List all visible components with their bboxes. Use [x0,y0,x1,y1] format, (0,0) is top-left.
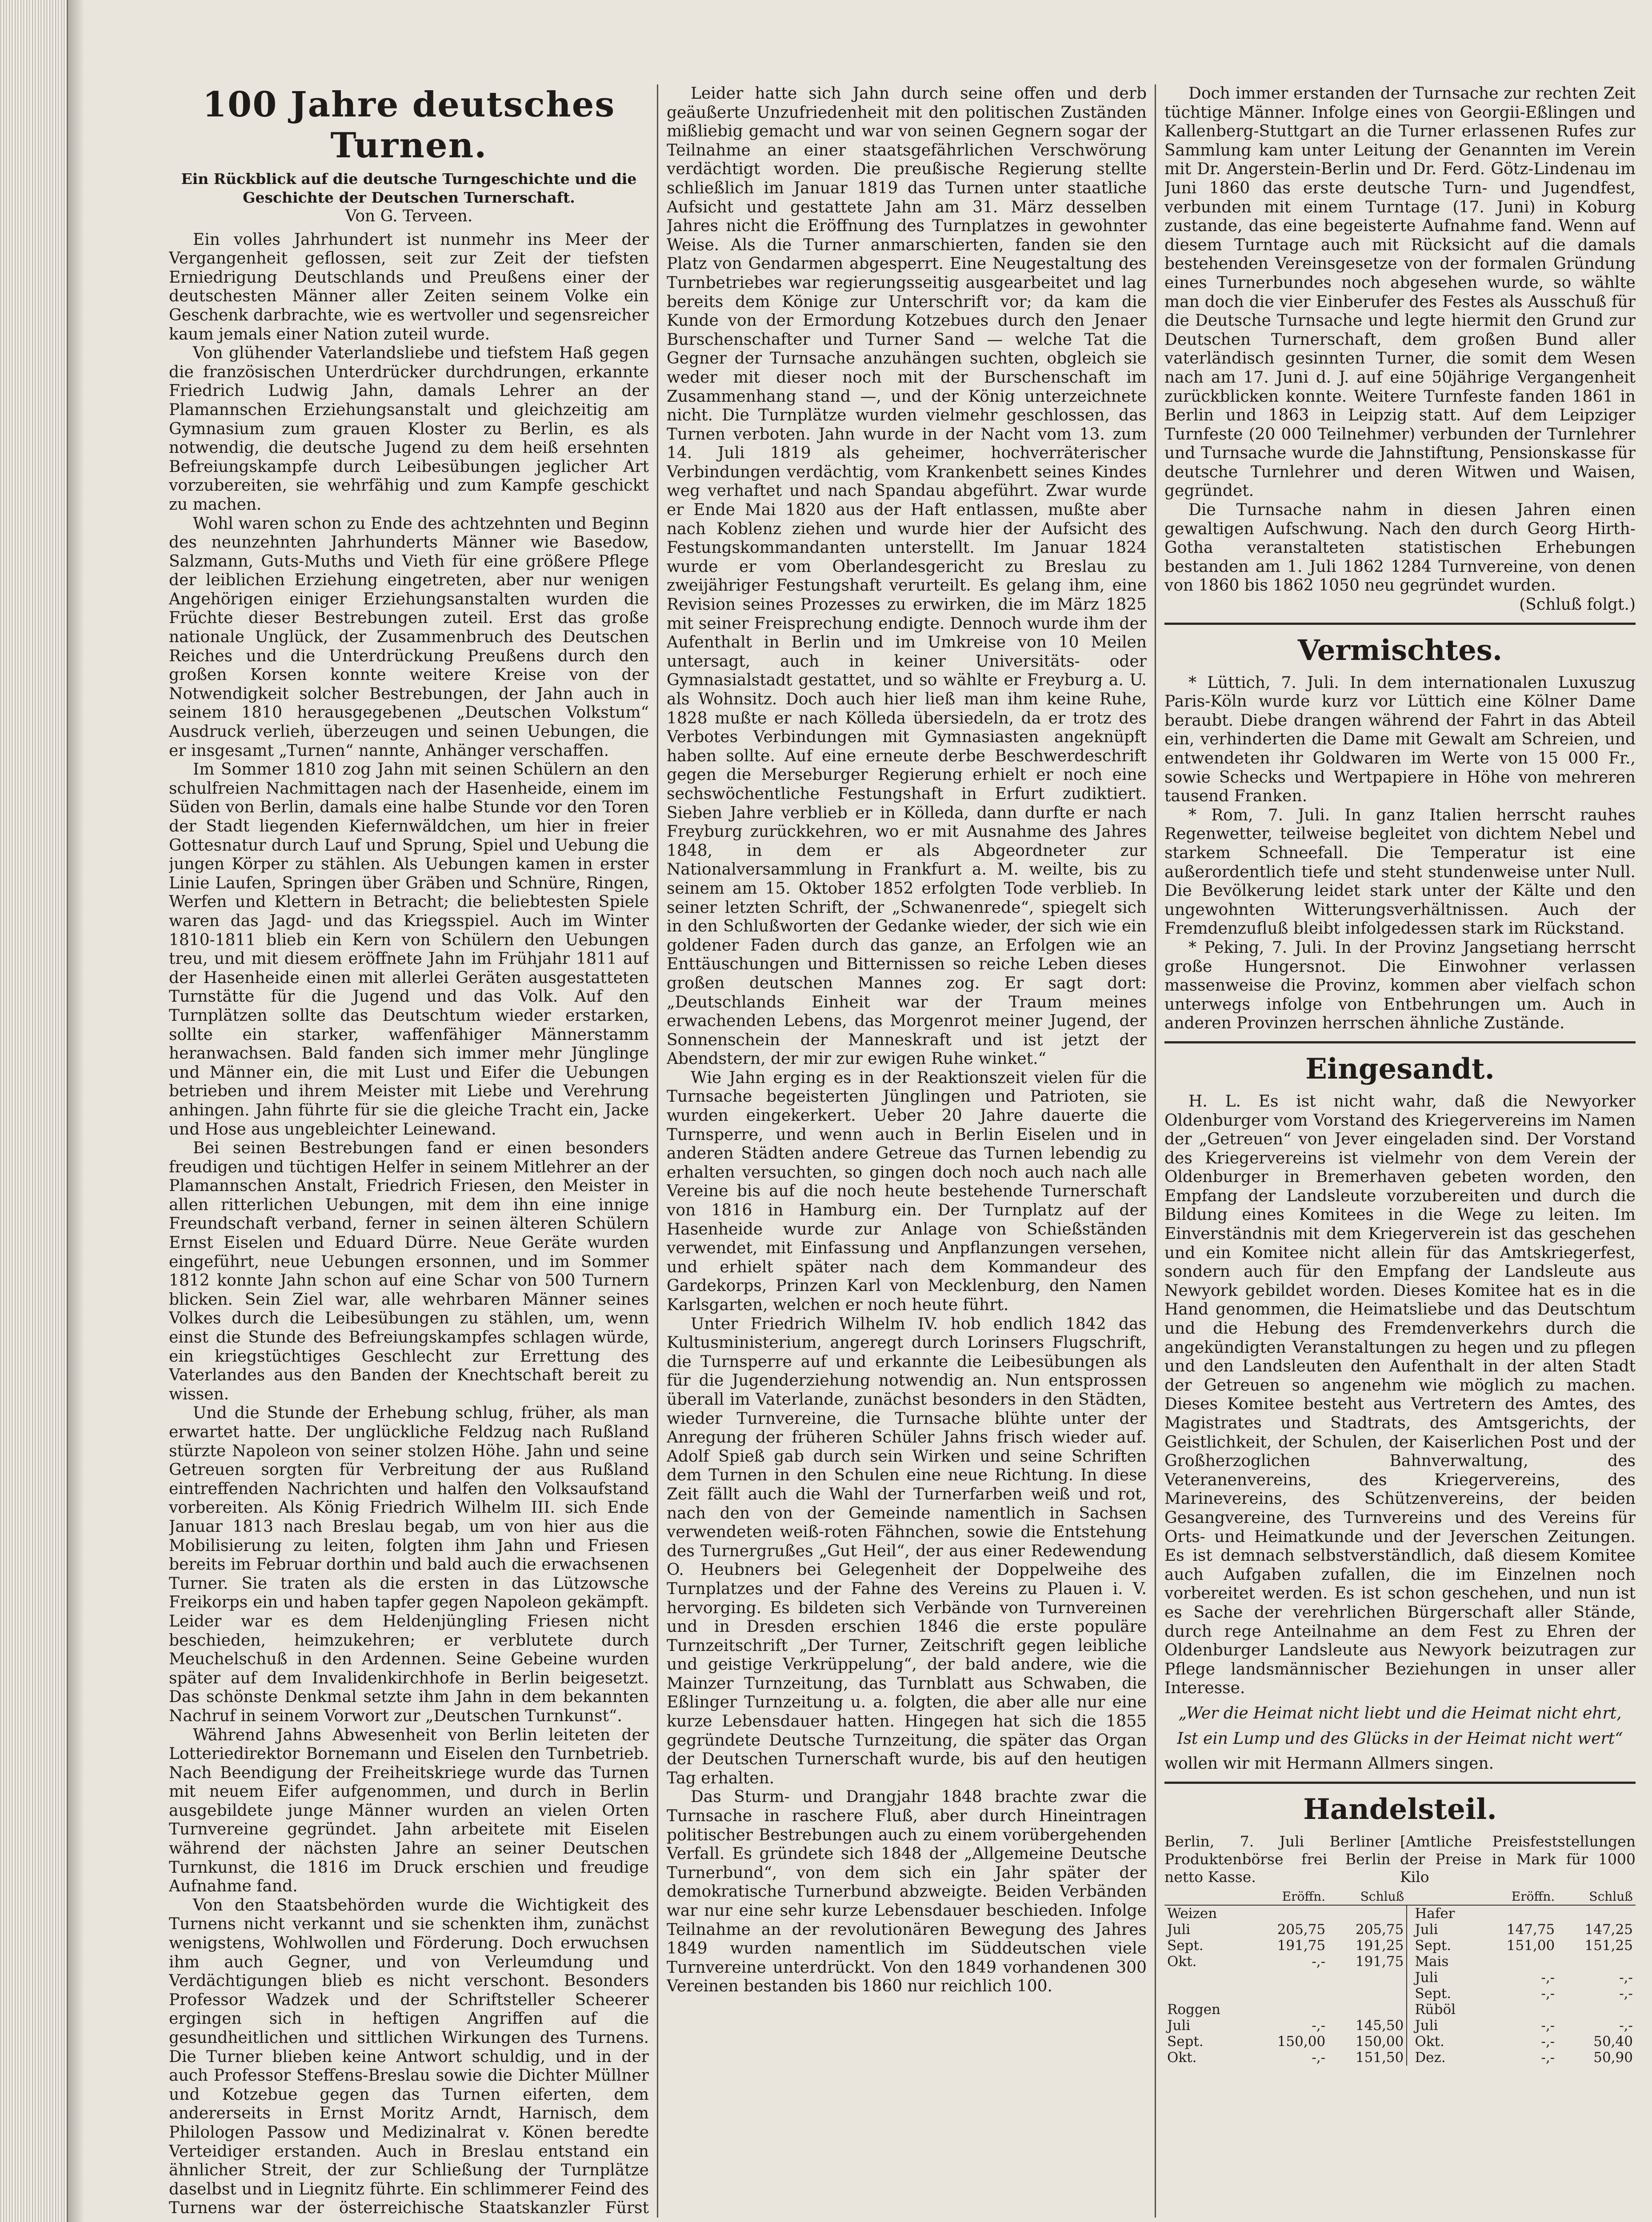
market-row [1164,1970,1636,1986]
market-cell: Okt. [1415,2033,1444,2050]
market-cell [1328,1986,1407,2002]
market-row [1164,1986,1636,2002]
quote-line: „Wer die Heimat nicht liebt und die Heimat nicht ehrt, [1178,1704,1622,1722]
market-cell: Juli [1415,1921,1438,1938]
market-cell: -,- [1541,1985,1555,2002]
market-col-header: Eröffn. [1480,1889,1558,1905]
market-cell: Juli [1415,2017,1438,2034]
market-cell: 50,90 [1593,2049,1633,2066]
market-cell [1480,2002,1558,2018]
vermischtes-heading: Vermischtes. [1164,623,1636,668]
article-paragraph: Doch immer erstanden der Turnsache zur rechten Zeit tüchtige Männer. Infolge eines von Georgii-Eßlingen und Kallenberg-Stuttgart an die Turner erlassenen Rufes zur Sammlung kam unter Leitung der Genannten im Verein mit Dr. Angerstein-Berlin und Dr. Ferd. Götz-Lindenau im Juni 1860 das erste deutsche Turn- und Jugendfest, verbunden mit einem Turntage (17. Juni) in Koburg zustande, das eine begeisterte Aufnahme fand. Wenn auf diesem Turntage auch mit Rücksicht auf die damals bestehenden Vereinsgesetze von der formalen Gründung eines Turnerbundes noch abgesehen wurde, so wählte man doch die vier Einberufer des Festes als Ausschuß für die Deutsche Turnsache und legte hiermit den Grund zur Deutschen Turnerschaft, dem großen Bund aller vaterländisch gesinnten Turner, die somit dem Wesen nach am 17. Juni d. J. auf eine 50jährige Vergangenheit zurückblicken konnte. Weitere Turnfeste fanden 1861 in Berlin und 1863 in Leipzig statt. Auf dem Leipziger Turnfeste (20 000 Teilnehmer) verbunden der Turnlehrer und Turnsache wurde die Jahnstiftung, Pensionskasse für deutsche Turnlehrer und deren Witwen und Waisen, gegründet. [1164,84,1636,500]
market-cell: Juli [1415,1969,1438,1986]
market-cell: 205,75 [1277,1921,1326,1938]
column-left [169,84,649,2218]
letter-paragraph: H. L. Es ist nicht wahr, daß die Newyorker Oldenburger vom Vorstand des Kriegervereins im Namen der „Getreuen“ von Jever eingeladen sind. Der Vorstand des Kriegervereins ist vielmehr von dem Verein der Oldenburger in Bremerhaven gebeten worden, den Empfang der Landsleute vorzubereiten und durch die Bildung eines Komitees in die Wege zu leiten. Im Einverständnis mit dem Kriegerverein ist das geschehen und ein Komitee nicht allein für das Amtskriegerfest, sondern auch für den Empfang der Landsleute aus Newyork gebildet worden. Dieses Komitee hat es in die Hand genommen, die Heimatsliebe und das Deutschtum und die Hebung des Fremdenverkehrs durch die angekündigten Veranstaltungen zu hegen und zu pflegen und den Landsleuten den Aufenthalt in der alten Stadt der Getreuen so angenehm wie möglich zu machen. Dieses Komitee besteht aus Vertretern des Amtes, des Magistrates und Stadtrats, des Amtsgerichts, der Geistlichkeit, der Schulen, der Kaiserlichen Post und der Großherzoglichen Bahnverwaltung, des Veteranenvereins, des Kriegervereins, des Marinevereins, des Schützenvereins, der beiden Gesangvereine, des Turnvereins und des Vereins für Orts- und Heimatkunde und der Jeverschen Zeitungen. Es ist demnach selbstverständlich, daß diesem Komitee auch Aufgaben zufallen, die im Einzelnen noch vorbereitet werden. Es ist schon geschehen, und nun ist es Sache der verehrlichen Bürgerschaft aller Stände, durch rege Anteilnahme an dem Fest zu Ehren der Oldenburger Landsleute aus Newyork beizutragen zur Pflege landsmännischer Beziehungen in unser aller Interesse. [1164,1092,1636,1698]
market-cell: 50,40 [1593,2033,1633,2050]
market-cell: Weizen [1167,1905,1217,1922]
news-item: * Rom, 7. Juli. In ganz Italien herrscht rauhes Regenwetter, teilweise begleitet von dichtem Nebel und starkem Schneefall. Die Temperatur ist eine außerordentlich tiefe und steht stundenweise unter Null. Die Bevölkerung leidet stark unter der Kälte und den ungewohnten Witterungsverhältnissen. Auch der Fremdenzufluß bleibt infolgedessen stark im Rückstand. [1164,806,1636,938]
article-paragraph: Wohl waren schon zu Ende des achtzehnten und Beginn des neunzehnten Jahrhunderts Männer wie Basedow, Salzmann, Guts-Muths und Vieth für eine größere Pflege der leiblichen Erziehung eingetreten, aber nur wenigen Angehörigen einiger Erziehungsanstalten wurden die Früchte dieser Bestrebungen zuteil. Erst das große nationale Unglück, der Zusammenbruch des Deutschen Reiches und die Unterdrückung Preußens durch den großen Korsen konnte weitere Kreise von der Notwendigkeit solcher Bestrebungen, der Jahn auch in seinem 1810 herausgegebenen „Deutschen Volkstum“ Ausdruck verlieh, überzeugen und seinen Uebungen, die er insgesamt „Turnen“ nannte, Anhänger verschaffen. [169,514,649,760]
market-intro-left: Berlin, 7. Juli Berliner Produktenbörse frei Berlin netto Kasse. [1164,1832,1391,1886]
market-cell: -,- [1312,1953,1326,1970]
market-cell: Roggen [1167,2001,1221,2018]
market-cell [1250,1970,1328,1986]
market-cell: -,- [1312,2049,1326,2066]
market-cell: 151,00 [1506,1937,1555,1954]
market-cell [1250,1905,1328,1922]
market-col-header: Schluß [1328,1889,1407,1905]
market-cell: Sept. [1415,1937,1452,1954]
eingesandt-heading: Eingesandt. [1164,1041,1636,1087]
article-paragraph: Ein volles Jahrhundert ist nunmehr ins Meer der Vergangenheit geflossen, seit zur Zeit der tiefsten Erniedrigung Deutschlands und Preußens einer der deutschesten Männer aller Zeiten seinem Volke ein Geschenk darbrachte, wie es wertvoller und segensreicher kaum jemals einer Nation zuteil wurde. [169,230,649,344]
article-paragraph: Wie Jahn erging es in der Reaktionszeit vielen für die Turnsache begeisterten Jünglingen und Patrioten, sie wurden eingekerkert. Ueber 20 Jahre dauerte die Turnsperre, und wenn auch in Berlin Eiselen und in anderen Städten andere Getreue das Turnen lebendig zu erhalten versuchten, so gingen doch noch auch nach alle Vereine bis auf die noch heute bestehende Turnerschaft von 1816 in Hamburg ein. Der Turnplatz auf der Hasenheide wurde zur Anlage von Schießständen verwendet, mit Einfassung und Anpflanzungen versehen, und erhielt später nach dem Kommandeur des Gardekorps, Prinzen Karl von Mecklenburg, den Namen Karlsgarten, welchen er noch heute führt. [667,1068,1147,1314]
letter-closing: wollen wir mit Hermann Allmers singen. [1164,1754,1494,1773]
market-cell: Dez. [1415,2049,1446,2066]
market-cell: Sept. [1415,1985,1452,2002]
market-cell [1250,1986,1328,2002]
article-paragraph: Und die Stunde der Erhebung schlug, früher, als man erwartet hatte. Der unglückliche Feldzug nach Rußland stürzte Napoleon von seiner stolzen Höhe. Jahn und seine Getreuen sorgten für Verbreitung der aus Rußland eintreffenden Nachrichten und halfen den Volksaufstand vorbereiten. Als König Friedrich Wilhelm III. sich Ende Januar 1813 nach Breslau begab, um von hier aus die Mobilisierung zu leiten, folgten ihm Jahn und Friesen bereits im Februar dorthin und bald auch die erwachsenen Turner. Sie traten als die ersten in das Lützowsche Freikorps ein und haben tapfer gegen Napoleon gekämpft. Leider war es dem Heldenjüngling Friesen nicht beschieden, heimzukehren; er verblutete durch Meuchelschuß in den Ardennen. Seine Gebeine wurden später auf dem Invalidenkirchhofe in Berlin beigesetzt. Das schönste Denkmal setzte ihm Jahn in dem bekannten Nachruf in seinem Vorwort zur „Deutschen Turnkunst“. [169,1404,649,1725]
market-cell [1557,1905,1636,1922]
market-cell: 205,75 [1355,1921,1404,1938]
market-cell: 147,25 [1584,1921,1633,1938]
market-cell: Okt. [1167,2049,1197,2066]
article-paragraph: Bei seinen Bestrebungen fand er einen besonders freudigen und tüchtigen Helfer in seinem Mitlehrer an der Plamannschen Anstalt, Friedrich Friesen, den Meister in allen ritterlichen Uebungen, mit dem ihn eine innige Freundschaft verband, ferner in seinen älteren Schülern Ernst Eiselen und Eduard Dürre. Neue Geräte wurden eingeführt, neue Uebungen ersonnen, und im Sommer 1812 konnte Jahn schon auf eine Schar von 500 Turnern blicken. Sein Ziel war, alle wehrbaren Männer seines Volkes durch die Leibesübungen zu stählen, um, wenn einst die Stunde des Befreiungskampfes schlagen würde, ein kriegstüchtiges Geschlecht zur Errettung des Vaterlandes aus den Banden der Knechtschaft bereit zu wissen. [169,1139,649,1403]
column-right [1164,84,1636,2218]
market-cell [1164,1970,1250,1986]
market-cell [1557,1954,1636,1970]
article-paragraph: Von glühender Vaterlandsliebe und tiefstem Haß gegen die französischen Unterdrücker durchdrungen, erkannte Friedrich Ludwig Jahn, damals Lehrer an der Plamannschen Erziehungsanstalt und gleichzeitig am Gymnasium zum grauen Kloster zu Berlin, es als notwendig, die deutsche Jugend zu dem heiß ersehnten Befreiungskampfe durch Leibesübungen jeglicher Art vorzubereiten, sie wehrfähig und zum Kampfe geschickt zu machen. [169,344,649,514]
market-cell: 151,50 [1355,2049,1404,2066]
market-row [1164,2002,1636,2018]
news-item: * Peking, 7. Juli. In der Provinz Jangsetiang herrscht große Hungersnot. Die Einwohner verlassen massenweise die Provinz, kommen aber vielfach schon unterwegs infolge von Entbehrungen um. Auch in anderen Provinzen herrschen ähnliche Zustände. [1164,938,1636,1033]
market-row [1164,1938,1636,1954]
news-item: * Lüttich, 7. Juli. In dem internationalen Luxuszug Paris-Köln wurde kurz vor Lüttich eine Kölner Dame beraubt. Diebe drangen während der Fahrt in das Abteil ein, verhinderten die Dame mit Gewalt am Schreien, und entwendeten ihr Goldwaren im Werte von 15 000 Fr., sowie Schecks und Wertpapiere in Höhe von mehreren tausend Franken. [1164,673,1636,806]
market-row [1164,1905,1636,1922]
market-cell: -,- [1312,2017,1326,2034]
article-paragraph: Die Turnsache nahm in diesen Jahren einen gewaltigen Aufschwung. Nach den durch Georg Hirth-Gotha veranstalteten statistischen Erhebungen bestanden am 1. Juli 1862 1284 Turnvereine, von denen von 1860 bis 1862 1050 neu gegründet wurden. [1164,501,1636,595]
market-row [1164,2034,1636,2050]
article-paragraph: Im Sommer 1810 zog Jahn mit seinen Schülern an den schulfreien Nachmittagen nach der Hasenheide, einem im Süden von Berlin, damals eine halbe Stunde vor den Toren der Stadt liegenden Kiefernwäldchen, um hier in freier Gottesnatur durch Lauf und Sprung, Spiel und Uebung die jungen Körper zu stählen. Als Uebungen kamen in erster Linie Laufen, Springen über Gräben und Schnüre, Ringen, Werfen und Klettern in Betracht; die beliebtesten Spiele waren das Jagd- und das Kriegsspiel. Auch im Winter 1810-1811 blieb ein Kern von Schülern den Uebungen treu, und mit diesem eröffnete Jahn im Frühjahr 1811 auf der Hasenheide einen mit allerlei Geräten ausgestatteten Turnstätte für die Jugend und das Volk. Auf den Turnplätzen sollte das Deutschtum wieder erstarken, sollte ein starker, waffenfähiger Männerstamm heranwachsen. Bald fanden sich immer mehr Jünglinge und Männer ein, die mit Lust und Eifer die Uebungen betrieben und ihrem Meister mit Liebe und Verehrung anhingen. Jahn führte für sie die gleiche Tracht ein, Jacke und Hose aus ungebleichter Leinewand. [169,760,649,1139]
market-cell: Okt. [1167,1953,1197,1970]
market-cell: Mais [1415,1953,1449,1970]
market-cell: -,- [1541,2049,1555,2066]
market-cell: Hafer [1415,1905,1455,1922]
market-cell [1164,1986,1250,2002]
article-author: Von G. Terveen. [345,207,473,225]
market-col-header [1412,1889,1479,1905]
market-cell [1328,1970,1407,1986]
market-cell: Sept. [1167,2033,1204,2050]
market-row [1164,1954,1636,1970]
market-cell: 145,50 [1355,2017,1404,2034]
market-cell [1480,1954,1558,1970]
gutter-shadow [67,0,84,2222]
market-cell [1328,1905,1407,1922]
article-paragraph: Von den Staatsbehörden wurde die Wichtigkeit des Turnens nicht verkannt und sie schenkten ihm, zunächst wenigstens, Wohlwollen und Förderung. Doch erwuchsen ihm auch Gegner, und von Verleumdung und Verdächtigungen blieb es nicht verschont. Besonders Professor Wadzek und der Schriftsteller Scheerer ergingen sich in heftigen Angriffen auf die gesundheitlichen und sittlichen Wirkungen des Turnens. Die Turner blieben keine Antwort schuldig, und in der auch Professor Steffens-Breslau sowie die Dichter Müllner und Kotzebue gegen das Turnen eiferten, dem andererseits in Ernst Moritz Arndt, Harnisch, dem Philologen Passow und Medizinalrat v. Könen beredte Verteidiger erstanden. Auch in Breslau entstand ein ähnlicher Streit, der zur Schließung der Turnplätze daselbst und in Liegnitz führte. Ein schlimmerer Feind des Turnens war der österreichische Staatskanzler Fürst [169,1896,649,2218]
market-cell [1250,2002,1328,2018]
market-cell [1557,2002,1636,2018]
market-cell: -,- [1541,2017,1555,2034]
market-col-header [1164,1889,1250,1905]
market-cell: Rüböl [1415,2001,1456,2018]
market-cell: -,- [1541,1969,1555,1986]
article-paragraph: Unter Friedrich Wilhelm IV. hob endlich 1842 das Kultusministerium, angeregt durch Lorinsers Flugschrift, die Turnsperre auf und erkannte die Leibesübungen als für die Jugenderziehung notwendig an. Nun entsprossen überall im Vaterlande, zunächst besonders in den Städten, wieder Turnvereine, die Turnsache blühte unter der Anregung der früheren Schüler Jahns frisch wieder auf. Adolf Spieß gab durch sein Wirken und seine Schriften dem Turnen in den Schulen eine neue Richtung. In diese Zeit fällt auch die Wahl der Turnerfarben weiß und rot, nach den von der Gemeinde namentlich in Sachsen verwendeten weiß-roten Fähnchen, sowie die Entstehung des Turnergrußes „Gut Heil“, der aus einer Redewendung O. Heubners bei Gelegenheit der Doppelweihe des Turnplatzes und der Fahne des Vereins zu Plauen i. V. hervorging. Es bildeten sich Verbände von Turnvereinen und in Dresden erschien 1846 die erste populäre Turnzeitschrift „Der Turner, Zeitschrift gegen leibliche und geistige Verkrüppelung“, der bald andere, wie die Mainzer Turnzeitung, das Turnblatt aus Schwaben, die Eßlinger Turnzeitung u. a. folgten, die aber alle nur eine kurze Lebensdauer hatten. Hingegen hat sich die 1855 gegründete Deutsche Turnzeitung, die später das Organ der Deutschen Turnerschaft wurde, bis auf den heutigen Tag erhalten. [667,1315,1147,1787]
market-cell: 150,00 [1277,2033,1326,2050]
market-col-header: Schluß [1557,1889,1636,1905]
market-cell: -,- [1619,1969,1633,1986]
handelsteil-heading: Handelsteil. [1164,1782,1636,1827]
market-cell: Juli [1167,1921,1191,1938]
article-paragraph: Leider hatte sich Jahn durch seine offen und derb geäußerte Unzufriedenheit mit den politischen Zuständen mißliebig gemacht und war von seinen Gegnern sogar der Teilnahme an einer staatsgefährlichen Verschwörung verdächtigt worden. Die preußische Regierung stellte schließlich im Januar 1819 das Turnen unter staatliche Aufsicht und gestattete Jahn am 31. März desselben Jahres nicht die Eröffnung des Turnplatzes in gewohnter Weise. Als die Turner anmarschierten, fanden sie den Platz von Gendarmen abgesperrt. Eine Neugestaltung des Turnbetriebes war regierungsseitig ausgearbeitet und lag bereits dem Könige zur Unterschrift vor; da kam die Kunde von der Ermordung Kotzebues durch den Jenaer Burschenschafter und Turner Sand — welche Tat die Gegner der Turnsache anzuhängen suchten, obgleich sie weder mit dieser noch mit der Burschenschaft im Zusammenhang stand —, und der König unterzeichnete nicht. Die Turnplätze wurden vielmehr geschlossen, das Turnen verboten. Jahn wurde in der Nacht vom 13. zum 14. Juli 1819 als geheimer, hochverräterischer Verbindungen verdächtig, vom Krankenbett seines Kindes weg verhaftet und nach Spandau abgeführt. Zwar wurde er Ende Mai 1820 aus der Haft entlassen, mußte aber nach Koblenz ziehen und wurde hier der Aufsicht des Festungskommandanten unterstellt. Im Januar 1824 wurde er vom Oberlandesgericht zu Breslau zu zweijähriger Festungshaft verurteilt. Es gelang ihm, eine Revision seines Prozesses zu erwirken, die im März 1825 mit seiner Freisprechung endigte. Dennoch wurde ihm der Aufenthalt in Berlin und im Umkreise von 10 Meilen untersagt, auch in keiner Universitäts- oder Gymnasialstadt gestattet, und so wählte er Freyburg a. U. als Wohnsitz. Doch auch hier ließ man ihm keine Ruhe, 1828 mußte er nach Kölleda übersiedeln, da er trotz des Verbotes Verbindungen mit Gymnasiasten angeknüpft haben sollte. Auf eine erneute derbe Beschwerdeschrift gegen die Merseburger Regierung erhielt er noch eine sechswöchentliche Festungshaft in Erfurt zudiktiert. Sieben Jahre verblieb er in Kölleda, dann durfte er nach Freyburg zurückkehren, wo er mit Ausnahme des Jahres 1848, in dem er als Abgeordneter zur Nationalversammlung in Frankfurt a. M. weilte, bis zu seinem am 15. Oktober 1852 erfolgten Tode verblieb. In seiner letzten Schrift, der „Schwanenrede“, spiegelt sich in den Schlußworten der Gedanke wieder, der sich wie ein goldener Faden durch das ganze, an Erfolgen wie an Enttäuschungen und Bitternissen so reiche Leben dieses großen deutschen Mannes zog. Er sagt dort: „Deutschlands Einheit war der Traum meines erwachenden Lebens, das Morgenrot meiner Jugend, der Sonnenschein der Manneskraft und ist jetzt der Abendstern, der mir zur ewigen Ruhe winket.“ [667,84,1147,1068]
article-paragraph: Das Sturm- und Drangjahr 1848 brachte zwar die Turnsache in raschere Fluß, aber durch Hineintragen politischer Bestrebungen auch zu einem vorübergehenden Verfall. Es gründete sich 1848 der „Allgemeine Deutsche Turnerbund“, von dem sich ein Jahr später der demokratische Turnerbund abzweigte. Beiden Verbänden war nur eine sehr kurze Lebensdauer beschieden. Infolge Teilnahme an der revolutionären Bewegung des Jahres 1849 wurden namentlich im Süddeutschen viele Turnvereine unterdrückt. Von den 1849 vorhandenen 300 Vereinen bestanden bis 1860 nur reichlich 100. [667,1788,1147,1996]
market-cell: 150,00 [1355,2033,1404,2050]
market-cell: 151,25 [1584,1937,1633,1954]
market-header-row [1164,1889,1636,1905]
market-cell: -,- [1541,2033,1555,2050]
market-row [1164,2050,1636,2066]
market-table [1164,1889,1636,2066]
market-intro-right: [Amtliche Preisfeststellungen der Preise in Mark für 1000 Kilo [1400,1832,1636,1886]
market-cell: 147,75 [1506,1921,1555,1938]
market-cell [1328,2002,1407,2018]
market-cell: 191,25 [1355,1937,1404,1954]
market-cell: 191,75 [1277,1937,1326,1954]
market-intro [1164,1833,1636,1886]
market-cell: -,- [1619,2017,1633,2034]
market-col-header: Eröffn. [1250,1889,1328,1905]
quote-line: Ist ein Lump und des Glücks in der Heimat nicht wert“ [1177,1729,1623,1748]
market-cell: -,- [1619,1985,1633,2002]
market-cell [1480,1905,1558,1922]
article-subtitle: Ein Rückblick auf die deutsche Turngeschichte und die Geschichte der Deutschen Turnerschaft. [181,170,637,206]
column-middle [667,84,1147,2218]
market-row [1164,1922,1636,1938]
market-cell: 191,75 [1355,1953,1404,1970]
article-title: 100 Jahre deutsches Turnen. [202,84,616,166]
market-cell: Sept. [1167,1937,1204,1954]
column-rule [657,84,658,2218]
article-closing: (Schluß folgt.) [1519,595,1636,614]
column-rule [1155,84,1156,2218]
market-row [1164,2018,1636,2034]
article-paragraph: Während Jahns Abwesenheit von Berlin leiteten der Lotteriedirektor Bornemann und Eiselen den Turnbetrieb. Nach Beendigung der Freiheitskriege wurde das Turnen mit neuem Eifer aufgenommen, und durch in Berlin ausgebildete junge Männer wurden an vielen Orten Turnvereine gegründet. Jahn arbeitete mit Eiselen während der nächsten Jahre an seiner Deutschen Turnkunst, die 1816 im Druck erschien und freudige Aufnahme fand. [169,1726,649,1896]
market-cell: Juli [1167,2017,1191,2034]
book-page-edges [0,0,68,2222]
